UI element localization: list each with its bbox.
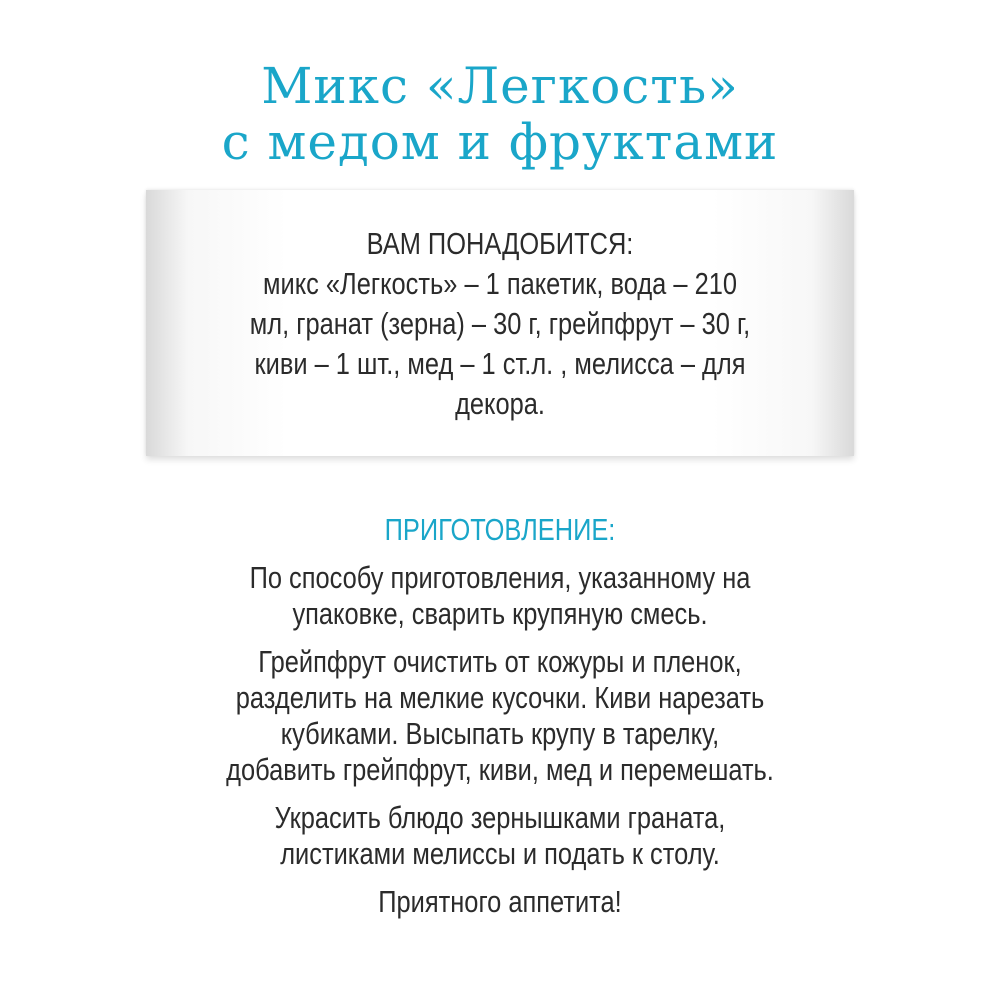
preparation-steps [0,560,1000,932]
recipe-title [0,58,1000,170]
ingredients-list [166,264,834,424]
ingredients-line: мл, гранат (зерна) – 30 г, грейпфрут – 30 г, [249,306,751,341]
step-line: листиками мелиссы и подать к столу. [280,836,720,871]
step-line: разделить на мелкие кусочки. Киви нарезать [235,680,765,715]
preparation-step [0,560,1000,632]
step-line: добавить грейпфрут, киви, мед и перемешать. [226,752,774,787]
step-line: Грейпфрут очистить от кожуры и пленок, [258,644,742,679]
ingredients-heading: ВАМ ПОНАДОБИТСЯ: [366,226,634,261]
step-line: упаковке, сварить крупяную смесь. [292,596,708,631]
recipe-title-line-2: с медом и фруктами [221,113,779,171]
ingredients-panel [146,190,854,456]
recipe-title-line-1: Микс «Легкость» [261,57,739,115]
step-line: По способу приготовления, указанному на [249,560,751,595]
closing-wish [0,884,1000,920]
ingredients-line: киви – 1 шт., мед – 1 ст.л. , мелисса – для [254,346,746,381]
step-line: кубиками. Высыпать крупу в тарелку, [280,716,720,751]
preparation-heading: ПРИГОТОВЛЕНИЕ: [384,512,616,547]
ingredients-line: микс «Легкость» – 1 пакетик, вода – 210 [263,266,737,301]
preparation-step [0,800,1000,872]
step-line: Украсить блюдо зернышками граната, [274,800,726,835]
step-line: Приятного аппетита! [378,884,622,919]
preparation-step [0,644,1000,788]
ingredients-line: декора. [455,386,545,421]
